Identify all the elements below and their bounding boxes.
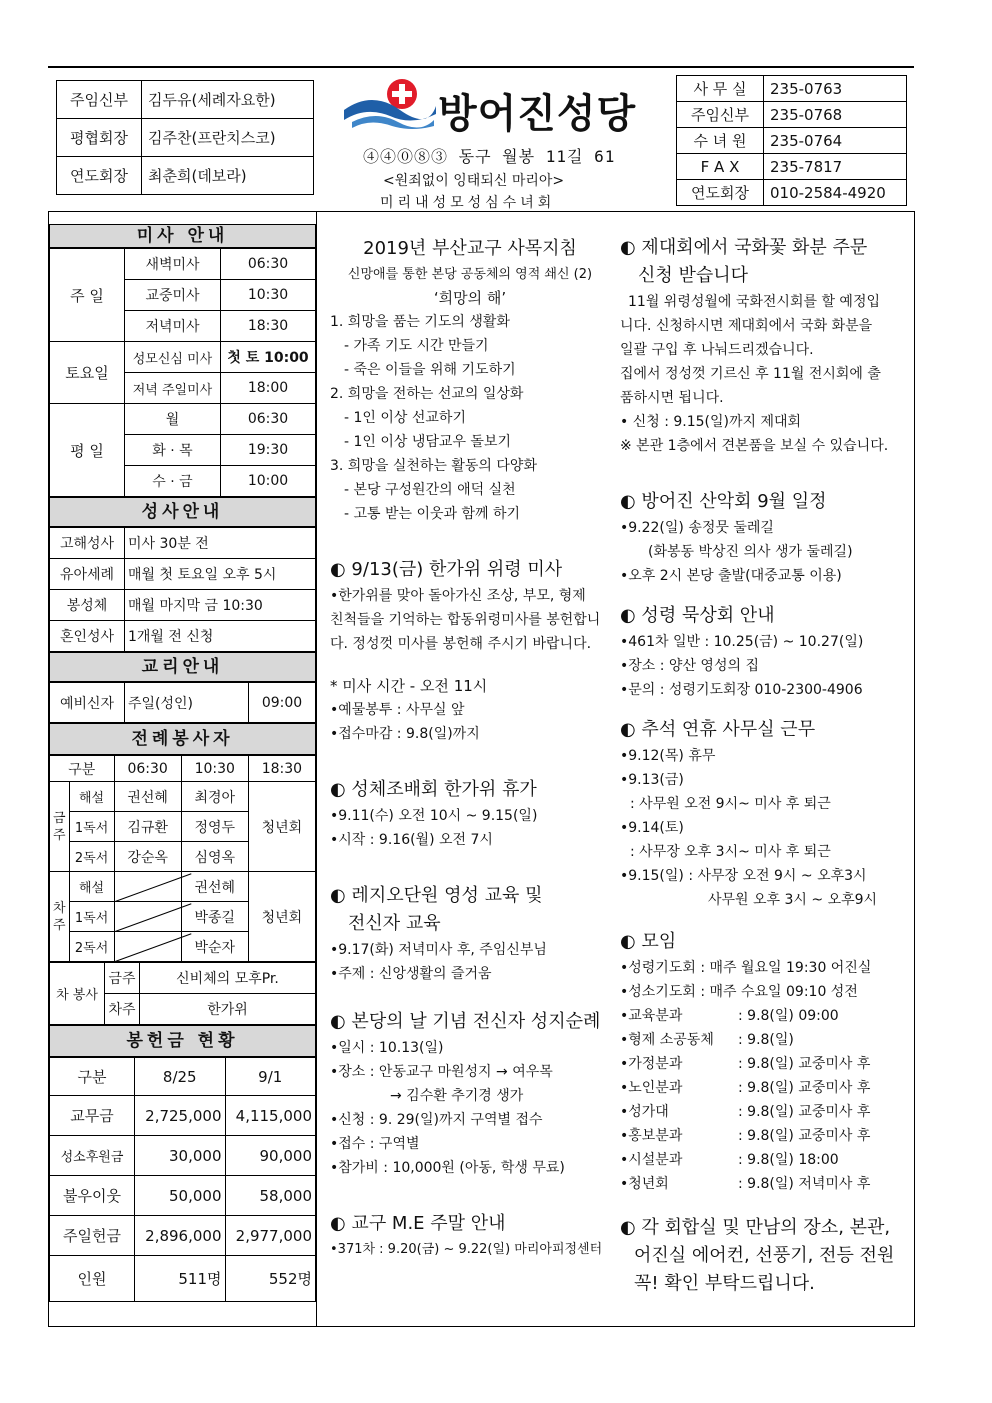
- empty-cell: [114, 902, 181, 932]
- servers-head: 06:30: [114, 756, 181, 782]
- mass-name: 교중미사: [125, 280, 221, 311]
- meeting-name: •교육분과: [620, 1008, 683, 1024]
- policy-line: - 죽은 이들을 위해 기도하기: [344, 362, 516, 378]
- retreat-item: •문의 : 성령기도회장 010-2300-4906: [620, 682, 863, 698]
- offering-value: 58,000: [225, 1176, 316, 1216]
- contact-label: 주임신부: [677, 102, 764, 128]
- left-column: [49, 224, 316, 1302]
- adoration-item: •9.11(수) 오전 10시 ~ 9.15(일): [330, 808, 538, 824]
- contact-value: 235-0768: [764, 102, 907, 128]
- middle-column: [330, 234, 610, 1262]
- servers-head: 10:30: [181, 756, 248, 782]
- offering-label: 성소후원금: [50, 1136, 135, 1176]
- mass-time: 19:30: [221, 435, 316, 466]
- offering-head: 8/25: [135, 1058, 226, 1096]
- church-name: 방어진성당: [438, 91, 637, 137]
- doctrine-value: 주일(성인): [125, 683, 249, 723]
- meeting-name: •성령기도회 : 매주 월요일 19:30 어진실: [620, 960, 872, 976]
- meeting-name: •형제 소공동체: [620, 1032, 714, 1048]
- meeting-when: : 9.8(일) 교중미사 후: [738, 1128, 871, 1144]
- meeting-when: : 9.8(일) 교중미사 후: [738, 1056, 871, 1072]
- office-item: •9.15(일) : 사무장 오전 9시 ~ 오후3시: [620, 868, 867, 884]
- policy-line: - 고통 받는 이웃과 함께 하기: [344, 506, 521, 522]
- me-weekend-title: ◐ 교구 M.E 주말 안내: [330, 1213, 506, 1234]
- hiking-title: ◐ 방어진 산악회 9월 일정: [620, 491, 827, 512]
- meeting-name: •홍보분과: [620, 1128, 683, 1144]
- flower-body: 품하시면 됩니다.: [620, 390, 724, 406]
- servers-head: 구분: [50, 756, 115, 782]
- retreat-item: •장소 : 양산 영성의 집: [620, 658, 759, 674]
- flower-body: • 신청 : 9.15(일)까지 제대회: [620, 414, 802, 430]
- policy-line: - 1인 이상 선교하기: [344, 410, 466, 426]
- office-item: •9.12(목) 휴무: [620, 748, 716, 764]
- flower-body: 니다. 신청하시면 제대회에서 국화 화분을: [620, 318, 873, 334]
- mass-time: 06:30: [221, 249, 316, 280]
- doctrine-time: 09:00: [249, 683, 316, 723]
- flower-body: 집에서 정성껏 기르신 후 11월 전시회에 출: [620, 366, 881, 382]
- chuseok-time: * 미사 시간 - 오전 11시: [330, 677, 488, 695]
- meeting-when: : 9.8(일) 교중미사 후: [738, 1104, 871, 1120]
- policy-subtitle: 신망애를 통한 본당 공동체의 영적 쇄신 (2): [347, 267, 593, 282]
- servers-head: 18:30: [248, 756, 315, 782]
- meeting-when: : 9.8(일) 09:00: [738, 1008, 839, 1024]
- office-item: •9.14(토): [620, 820, 684, 836]
- sacrament-table: [49, 527, 316, 652]
- adoration-title: ◐ 성체조배회 한가위 휴가: [330, 779, 537, 800]
- flower-title: ◐ 제대회에서 국화꽃 화분 주문: [620, 237, 868, 258]
- chuseok-body: 친척들을 기억하는 합동위령미사를 봉헌합니: [330, 612, 601, 628]
- offering-section-title: 봉헌금 현황: [49, 1025, 316, 1057]
- office-item: : 사무장 오후 3시~ 미사 후 퇴근: [630, 844, 831, 860]
- column-divider: [316, 211, 317, 1327]
- retreat-title: ◐ 성령 묵상회 안내: [620, 605, 775, 626]
- label-pastor: 주임신부: [57, 81, 142, 119]
- sacrament-label: 고해성사: [50, 528, 125, 559]
- pilgrimage-item: •접수 : 구역별: [330, 1136, 420, 1152]
- chuseok-mass-title: ◐ 9/13(금) 한가위 위령 미사: [330, 559, 563, 580]
- mass-time: 10:00: [221, 466, 316, 497]
- cha-service-label: 차 봉사: [50, 963, 105, 1025]
- pilgrimage-item: → 김수환 추기경 생가: [390, 1088, 524, 1104]
- offering-label: 불우이웃: [50, 1176, 135, 1216]
- contact-value: 235-0763: [764, 76, 907, 102]
- this-week-label: 금주: [105, 963, 140, 994]
- server-name: 권선혜: [114, 782, 181, 812]
- mass-name: 월: [125, 404, 221, 435]
- church-logo: [342, 76, 438, 132]
- policy-line: 1. 희망을 품는 기도의 생활화: [330, 314, 510, 330]
- contact-label: F A X: [677, 154, 764, 180]
- policy-line: - 본당 구성원간의 애덕 실천: [344, 482, 516, 498]
- servers-section-title: 전례봉사자: [49, 723, 316, 755]
- meeting-when: : 9.8(일) 18:00: [738, 1152, 839, 1168]
- policy-line: - 1인 이상 냉담교우 돌보기: [344, 434, 511, 450]
- contact-value: 235-7817: [764, 154, 907, 180]
- mass-name: 수 · 금: [125, 466, 221, 497]
- office-hours-title: ◐ 추석 연휴 사무실 근무: [620, 719, 816, 740]
- meeting-name: •시설분과: [620, 1152, 683, 1168]
- flower-body: 11월 위령성월에 국화전시회를 할 예정입: [628, 294, 880, 310]
- mass-time: 18:30: [221, 311, 316, 342]
- meeting-when: : 9.8(일): [738, 1032, 794, 1048]
- hiking-item: •오후 2시 본당 출발(대중교통 이용): [620, 568, 842, 584]
- office-item: 사무원 오후 3시 ~ 오후9시: [708, 892, 878, 908]
- offering-head: 구분: [50, 1058, 135, 1096]
- offering-value: 50,000: [135, 1176, 226, 1216]
- doctrine-table: [49, 682, 316, 723]
- label-yeondo-president: 연도회장: [57, 157, 142, 195]
- policy-line: 2. 희망을 전하는 선교의 일상화: [330, 386, 524, 402]
- server-name: 강순옥: [114, 842, 181, 872]
- pilgrimage-item: •참가비 : 10,000원 (아동, 학생 무료): [330, 1160, 565, 1176]
- offering-value: 4,115,000: [225, 1096, 316, 1136]
- meeting-row: [620, 1172, 910, 1196]
- contact-value: 010-2584-4920: [764, 180, 907, 206]
- pilgrimage-item: •일시 : 10.13(일): [330, 1040, 444, 1056]
- sacrament-value: 매월 첫 토요일 오후 5시: [125, 559, 316, 590]
- offering-head: 9/1: [225, 1058, 316, 1096]
- sacrament-value: 매월 마지막 금 10:30: [125, 590, 316, 621]
- cha-service-table: [49, 962, 316, 1025]
- role-label: 해설: [69, 872, 114, 902]
- mass-time: 18:00: [221, 373, 316, 404]
- church-motto: <원죄없이 잉태되신 마리아>: [383, 173, 565, 189]
- server-name: 박종길: [181, 902, 248, 932]
- cha-this-value: 신비체의 모후Pr.: [140, 963, 316, 994]
- meeting-name: •노인분과: [620, 1080, 683, 1096]
- contact-label: 연도회장: [677, 180, 764, 206]
- offering-value: 90,000: [225, 1136, 316, 1176]
- meeting-row: [620, 1052, 910, 1076]
- offering-label: 교무금: [50, 1096, 135, 1136]
- doctrine-label: 예비신자: [50, 683, 125, 723]
- chuseok-body: •한가위를 맞아 돌아가신 조상, 부모, 형제: [330, 588, 586, 604]
- meeting-row: [620, 1124, 910, 1148]
- flower-body: ※ 본관 1층에서 견본품을 보실 수 있습니다.: [620, 438, 889, 454]
- adoration-item: •시작 : 9.16(월) 오전 7시: [330, 832, 493, 848]
- sacrament-value: 미사 30분 전: [125, 528, 316, 559]
- meeting-when: : 9.8(일) 교중미사 후: [738, 1080, 871, 1096]
- sacrament-value: 1개월 전 신청: [125, 621, 316, 652]
- pilgrimage-item: •신청 : 9. 29(일)까지 구역별 접수: [330, 1112, 543, 1128]
- this-week-label: 금주: [50, 782, 70, 872]
- contact-value: 235-0764: [764, 128, 907, 154]
- empty-cell: [114, 932, 181, 962]
- contact-table: [676, 75, 907, 206]
- value-yeondo-president: 최춘희(데보라): [142, 157, 314, 195]
- policy-year: ‘희망의 해’: [433, 289, 507, 307]
- retreat-item: •461차 일반 : 10.25(금) ~ 10.27(일): [620, 634, 864, 650]
- meeting-row: [620, 1076, 910, 1100]
- policy-title: 2019년 부산교구 사목지침: [363, 238, 577, 259]
- role-label: 해설: [69, 782, 114, 812]
- contact-label: 수 녀 원: [677, 128, 764, 154]
- mass-name: 성모신심 미사: [125, 342, 221, 373]
- sacrament-label: 혼인성사: [50, 621, 125, 652]
- flower-title-2: 신청 받습니다: [638, 265, 749, 286]
- church-address: ④④⓪⑧③ 동구 월봉 11길 61: [363, 147, 616, 166]
- mass-name: 저녁미사: [125, 311, 221, 342]
- final-note-3: 꼭! 확인 부탁드립니다.: [634, 1273, 815, 1294]
- role-label: 1독서: [69, 902, 114, 932]
- next-week-label: 차주: [50, 872, 70, 962]
- sacrament-label: 봉성체: [50, 590, 125, 621]
- contact-label: 사 무 실: [677, 76, 764, 102]
- meeting-name: •가정분과: [620, 1056, 683, 1072]
- meeting-row: [620, 1028, 910, 1052]
- next-week-label: 차주: [105, 994, 140, 1025]
- convent-name: 미리내성모성심수녀회: [380, 195, 556, 211]
- mass-name: 저녁 주일미사: [125, 373, 221, 404]
- server-name: 청년회: [248, 782, 315, 872]
- mass-section-title: 미사 안내: [49, 224, 316, 248]
- server-name: 김규환: [114, 812, 181, 842]
- meeting-row: [620, 980, 910, 1004]
- mass-time: 첫 토 10:00: [221, 342, 316, 373]
- mass-time: 06:30: [221, 404, 316, 435]
- server-name: 청년회: [248, 872, 315, 962]
- offering-value: 2,896,000: [135, 1216, 226, 1256]
- role-label: 1독서: [69, 812, 114, 842]
- sacrament-label: 유아세례: [50, 559, 125, 590]
- server-name: 박순자: [181, 932, 248, 962]
- meeting-row: [620, 1100, 910, 1124]
- chuseok-item: •접수마감 : 9.8(일)까지: [330, 726, 480, 742]
- server-name: 정영두: [181, 812, 248, 842]
- hiking-item: •9.22(일) 송정뭇 둘레길: [620, 520, 774, 536]
- chuseok-body: 다. 정성껏 미사를 봉헌해 주시기 바랍니다.: [330, 636, 592, 652]
- pilgrimage-item: •장소 : 안동교구 마원성지 → 여우목: [330, 1064, 553, 1080]
- mass-name: 새벽미사: [125, 249, 221, 280]
- policy-line: 3. 희망을 실천하는 활동의 다양화: [330, 458, 537, 474]
- label-council-president: 평협회장: [57, 119, 142, 157]
- legio-item: •9.17(화) 저녁미사 후, 주임신부님: [330, 942, 547, 958]
- meeting-name: •청년회: [620, 1176, 669, 1192]
- meeting-name: •성소기도회 : 매주 수요일 09:10 성전: [620, 984, 858, 1000]
- empty-cell: [114, 872, 181, 902]
- value-pastor: 김두유(세례자요한): [142, 81, 314, 119]
- office-item: : 사무원 오전 9시~ 미사 후 퇴근: [630, 796, 831, 812]
- offering-label: 인원: [50, 1256, 135, 1302]
- servers-table: [49, 755, 316, 962]
- offering-value: 552명: [225, 1256, 316, 1302]
- final-note-2: 어진실 에어컨, 선풍기, 전등 전원: [634, 1245, 895, 1266]
- saturday-label: 토요일: [50, 342, 125, 404]
- meetings-title: ◐ 모임: [620, 931, 677, 952]
- pastor-info-table: [56, 80, 314, 195]
- right-column: [620, 234, 910, 1298]
- mass-time: 10:30: [221, 280, 316, 311]
- legio-title-2: 전신자 교육: [348, 913, 441, 934]
- doctrine-section-title: 교리안내: [49, 652, 316, 682]
- offering-value: 2,725,000: [135, 1096, 226, 1136]
- policy-line: - 가족 기도 시간 만들기: [344, 338, 489, 354]
- meeting-row: [620, 956, 910, 980]
- flower-body: 일괄 구입 후 나눠드리겠습니다.: [620, 342, 814, 358]
- role-label: 2독서: [69, 932, 114, 962]
- pilgrimage-title: ◐ 본당의 날 기념 전신자 성지순례: [330, 1011, 601, 1032]
- cha-next-value: 한가위: [140, 994, 316, 1025]
- sunday-label: 주 일: [50, 249, 125, 342]
- server-name: 심영옥: [181, 842, 248, 872]
- final-note: ◐ 각 회합실 및 만남의 장소, 본관,: [620, 1217, 891, 1238]
- meeting-when: : 9.8(일) 저녁미사 후: [738, 1176, 871, 1192]
- role-label: 2독서: [69, 842, 114, 872]
- offering-table: [49, 1057, 316, 1302]
- value-council-president: 김주찬(프란치스코): [142, 119, 314, 157]
- office-item: •9.13(금): [620, 772, 684, 788]
- server-name: 권선혜: [181, 872, 248, 902]
- meeting-name: •성가대: [620, 1104, 669, 1120]
- offering-label: 주일헌금: [50, 1216, 135, 1256]
- mass-table: [49, 248, 316, 497]
- meeting-row: [620, 1004, 910, 1028]
- offering-value: 511명: [135, 1256, 226, 1302]
- meeting-row: [620, 1148, 910, 1172]
- hiking-item: (화봉동 박상진 의사 생가 둘레길): [648, 544, 853, 560]
- offering-value: 2,977,000: [225, 1216, 316, 1256]
- legio-title: ◐ 레지오단원 영성 교육 및: [330, 885, 543, 906]
- sacrament-section-title: 성사안내: [49, 497, 316, 527]
- mass-name: 화 · 목: [125, 435, 221, 466]
- legio-item: •주제 : 신앙생활의 즐거움: [330, 966, 492, 982]
- offering-value: 30,000: [135, 1136, 226, 1176]
- chuseok-item: •예물봉투 : 사무실 앞: [330, 702, 465, 718]
- me-weekend-item: •371차 : 9.20(금) ~ 9.22(일) 마리아피정센터: [330, 1242, 603, 1257]
- server-name: 최경아: [181, 782, 248, 812]
- weekday-label: 평 일: [50, 404, 125, 497]
